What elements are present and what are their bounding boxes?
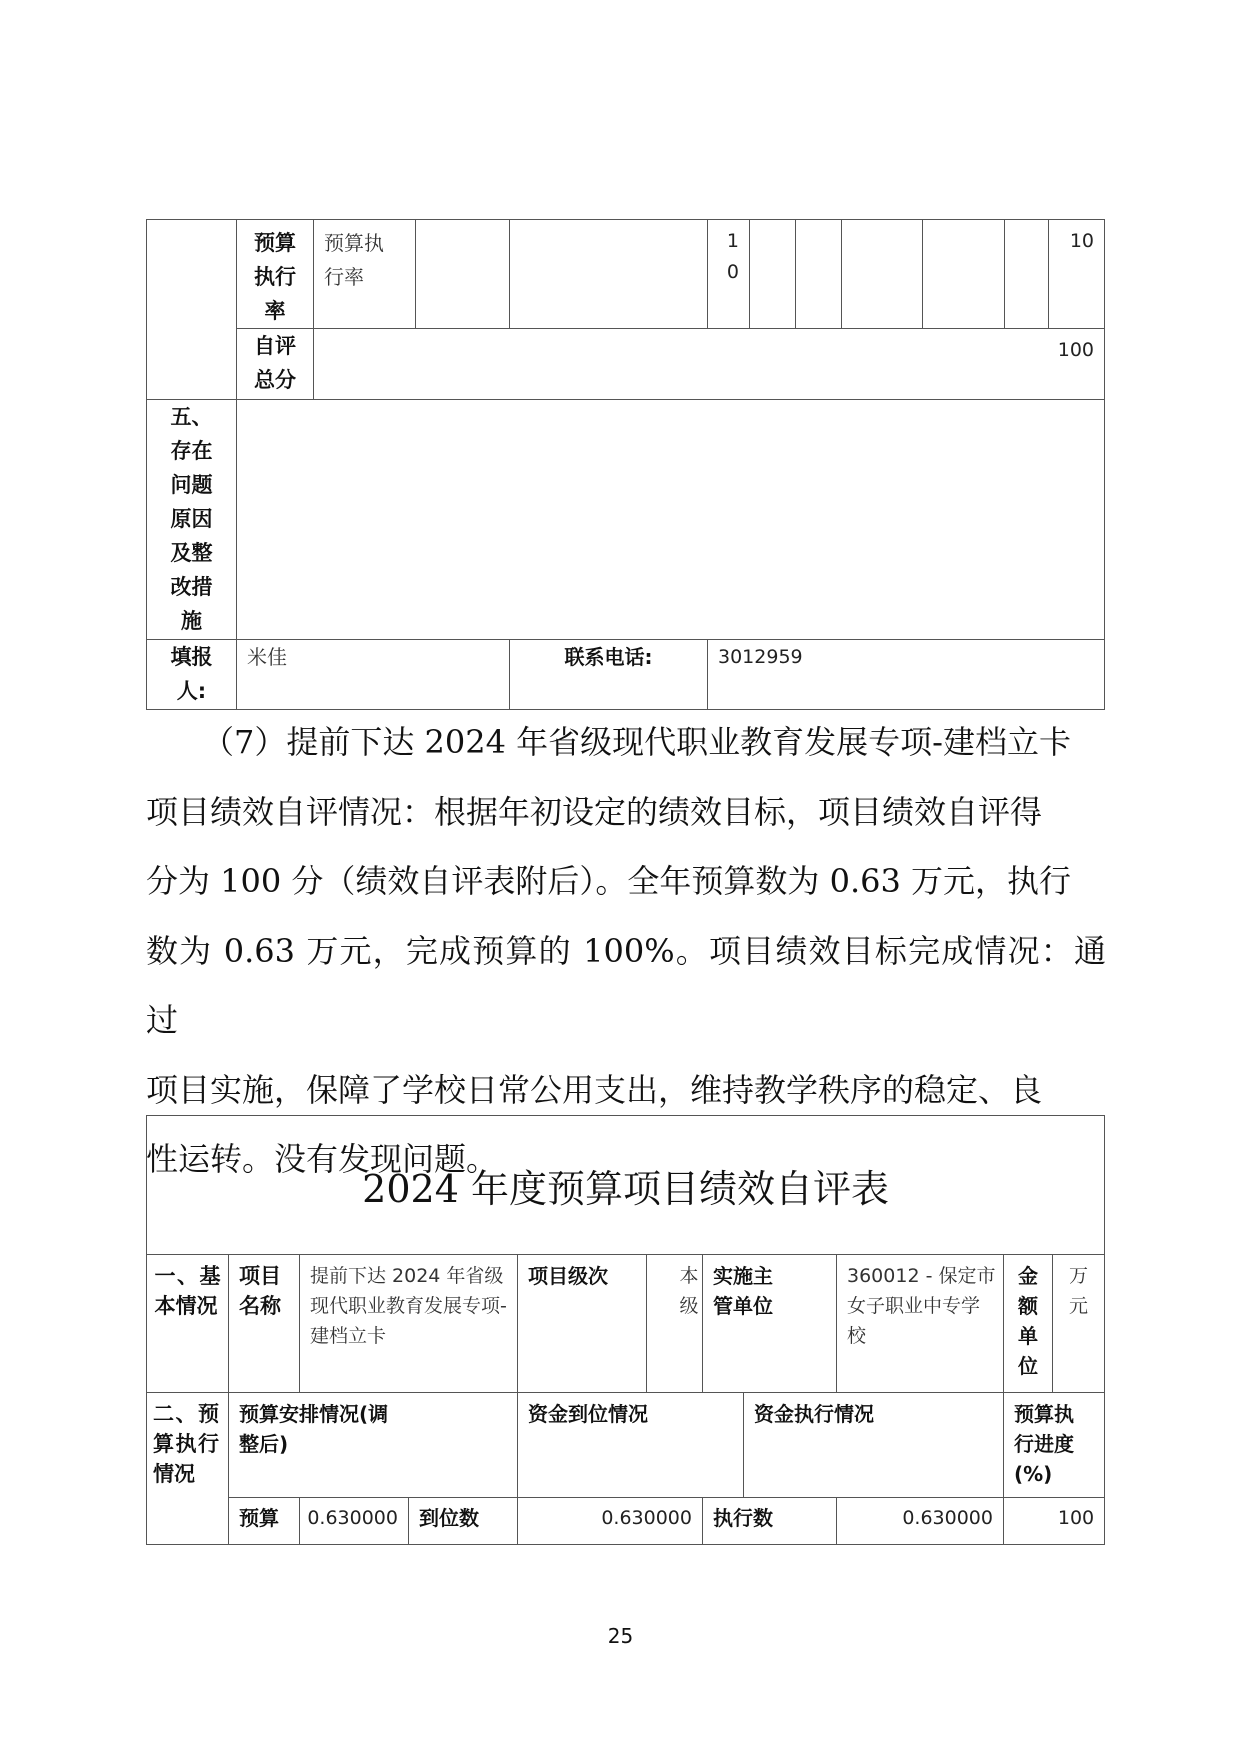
arrival-value: 0.630000 xyxy=(518,1498,703,1545)
sub-indicator-text: 预算执行率 xyxy=(324,231,384,289)
row-execution-header xyxy=(147,1393,1105,1498)
paragraph-line: 项目实施，保障了学校日常公用支出，维持教学秩序的稳定、良 xyxy=(146,1070,1043,1109)
project-name-label xyxy=(229,1255,300,1393)
sub-indicator xyxy=(314,220,416,329)
cell-empty xyxy=(750,220,796,329)
row-execution-values xyxy=(147,1498,1105,1545)
execution-section-label-text: 二、预算执行情况 xyxy=(153,1402,219,1486)
form-title-row xyxy=(147,1116,1105,1255)
amount-unit-value xyxy=(1053,1255,1105,1393)
reporter-label xyxy=(147,640,237,710)
project-level-value xyxy=(647,1255,703,1393)
row-reporter xyxy=(147,640,1105,710)
issues-content xyxy=(237,400,1105,640)
execution-progress-header xyxy=(1004,1393,1105,1498)
execution-progress-header-text: 预算执行进度(%) xyxy=(1014,1402,1074,1486)
project-level-label: 项目级次 xyxy=(518,1255,647,1393)
budget-arrangement-header xyxy=(229,1393,518,1498)
row-budget-execution-rate xyxy=(147,220,1105,329)
cell-empty xyxy=(796,220,842,329)
project-name-label-text: 项目名称 xyxy=(239,1264,281,1318)
reporter-label-text: 填报人: xyxy=(170,645,213,703)
execution-label: 执行数 xyxy=(703,1498,837,1545)
phone-label: 联系电话: xyxy=(510,640,708,710)
issues-label xyxy=(147,400,237,640)
paragraph-line: （7）提前下达 2024 年省级现代职业教育发展专项-建档立卡 xyxy=(202,723,1071,761)
project-name-value: 提前下达 2024 年省级现代职业教育发展专项-建档立卡 xyxy=(300,1255,518,1393)
fund-arrival-header: 资金到位情况 xyxy=(518,1393,744,1498)
form-title: 2024 年度预算项目绩效自评表 xyxy=(147,1116,1105,1255)
unit-value: 360012 - 保定市女子职业中专学校 xyxy=(837,1255,1004,1393)
evaluation-table-continued xyxy=(146,219,1105,710)
execution-section-label xyxy=(147,1393,229,1545)
issues-label-text: 五、存在问题原因及整改措施 xyxy=(170,405,213,633)
unit-label xyxy=(703,1255,837,1393)
cell-empty xyxy=(923,220,1005,329)
indicator-label-text: 预算执行率 xyxy=(254,231,296,323)
self-evaluation-form xyxy=(146,1115,1105,1545)
basic-section-label-text: 一、基本情况 xyxy=(154,1264,221,1318)
reporter-name: 米佳 xyxy=(237,640,510,710)
paragraph-line: 分为 100 分（绩效自评表附后）。全年预算数为 0.63 万元，执行 xyxy=(146,862,1072,900)
paragraph-line: 数为 0.63 万元，完成预算的 100%。项目绩效目标完成情况：通过 xyxy=(146,931,1106,1039)
row-total-score xyxy=(147,329,1105,400)
total-score-label xyxy=(237,329,314,400)
budget-value: 0.630000 xyxy=(300,1498,409,1545)
paragraph-line: 性运转。没有发现问题。 xyxy=(146,1140,499,1178)
unit-label-text: 实施主管单位 xyxy=(713,1264,773,1318)
total-score-value: 100 xyxy=(314,329,1105,400)
paragraph-line: 项目绩效自评情况：根据年初设定的绩效目标，项目绩效自评得 xyxy=(146,792,1043,831)
cell-empty xyxy=(416,220,510,329)
cell-empty xyxy=(842,220,923,329)
arrival-label: 到位数 xyxy=(409,1498,518,1545)
amount-unit-label xyxy=(1004,1255,1053,1393)
indicator-label xyxy=(237,220,314,329)
budget-label: 预算 xyxy=(229,1498,300,1545)
cell-empty xyxy=(1005,220,1049,329)
basic-section-label xyxy=(147,1255,229,1393)
row-basic-info xyxy=(147,1255,1105,1393)
section-cell-blank xyxy=(147,220,237,400)
budget-arrangement-header-text: 预算安排情况(调整后) xyxy=(239,1402,389,1456)
amount-unit-value-text: 万元 xyxy=(1069,1265,1089,1317)
execution-value: 0.630000 xyxy=(837,1498,1004,1545)
project-level-value-text: 本级 xyxy=(679,1265,699,1317)
weight-digit: 0 xyxy=(726,261,739,283)
page-number: 25 xyxy=(607,1624,634,1648)
cell-empty xyxy=(510,220,708,329)
row-issues xyxy=(147,400,1105,640)
phone-value: 3012959 xyxy=(708,640,1105,710)
amount-unit-label-text: 金额单位 xyxy=(1018,1264,1038,1378)
fund-execution-header: 资金执行情况 xyxy=(744,1393,1004,1498)
execution-progress-value: 100 xyxy=(1004,1498,1105,1545)
weight-digit: 1 xyxy=(726,230,739,252)
total-score-label-text: 自评总分 xyxy=(254,334,296,392)
score-cell: 10 xyxy=(1049,220,1105,329)
weight-cell xyxy=(708,220,750,329)
